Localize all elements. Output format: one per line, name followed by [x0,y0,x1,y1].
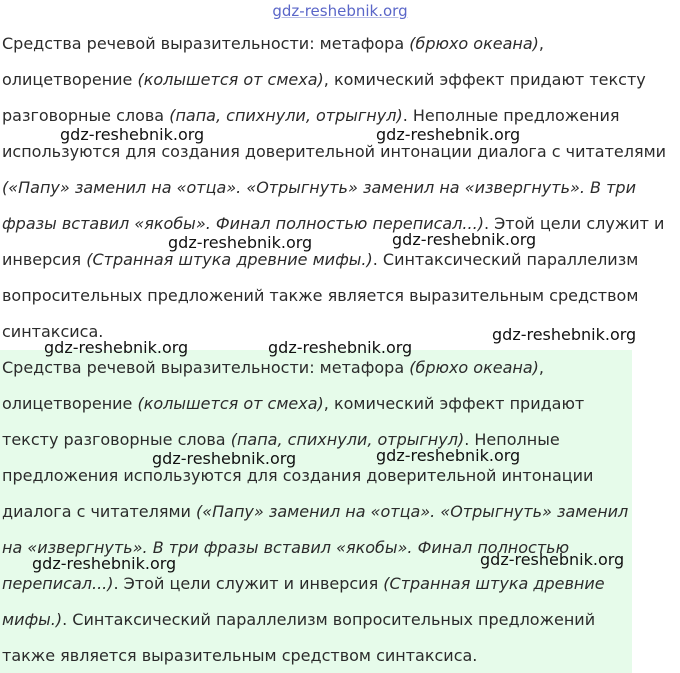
watermark-text: gdz-reshebnik.org [32,554,177,573]
italic-quote: на «извергнуть». В три фразы вставил «якобы». Финал полностью [2,538,570,557]
text-segment: диалога с читателями [2,502,197,521]
italic-quote: (колышется от смеха) [137,394,324,413]
text-segment: разговорные слова [2,106,170,125]
text-line [2,250,638,270]
text-segment: . Этой цели служит и инверсия [113,574,384,593]
text-segment: Средства речевой выразительности: метафора [2,358,410,377]
watermark-text: gdz-reshebnik.org [376,446,521,465]
text-segment: вопросительных предложений также является выразительным средством [2,286,639,305]
watermark-text: gdz-reshebnik.org [480,550,625,569]
watermark-text: gdz-reshebnik.org [268,338,413,357]
text-line [2,610,595,630]
watermark-text: gdz-reshebnik.org [376,125,521,144]
watermark-text: gdz-reshebnik.org [492,325,637,344]
text-segment: также является выразительным средством синтаксиса. [2,646,478,665]
text-segment: Средства речевой выразительности: метафора [2,34,410,53]
text-line [2,70,646,90]
italic-quote: («Папу» заменил на «отца». «Отрыгнуть» заменил на «извергнуть». В три [2,178,636,197]
site-header[interactable]: gdz-reshebnik.org [272,2,408,20]
answer-text-block-highlighted [0,350,632,673]
text-segment: олицетворение [2,70,138,89]
text-segment: олицетворение [2,394,138,413]
text-segment: , [538,358,544,377]
watermark-text: gdz-reshebnik.org [392,230,537,249]
text-segment: . Этой цели служит и [483,214,665,233]
text-line [2,286,638,306]
text-segment: инверсия [2,250,87,269]
italic-quote: мифы.) [2,610,63,629]
watermark-text: gdz-reshebnik.org [152,449,297,468]
text-line [2,358,544,378]
text-segment: , комический эффект придают тексту [323,70,646,89]
italic-quote: (папа, спихнули, отрыгнул) [169,106,403,125]
text-line [2,106,620,126]
text-line [2,502,628,522]
text-segment: , [538,34,544,53]
watermark-text: gdz-reshebnik.org [44,338,189,357]
text-line [2,394,584,414]
text-segment: предложения используются для создания доверительной интонации [2,466,594,485]
text-segment: синтаксиса. [2,322,104,341]
text-segment: . Неполные [464,430,560,449]
text-line [2,214,664,234]
italic-quote: переписал...) [2,574,114,593]
text-line [2,466,593,486]
italic-quote: (колышется от смеха) [137,70,324,89]
text-segment: . Неполные предложения [402,106,620,125]
text-segment: тексту разговорные слова [2,430,231,449]
text-line [2,142,666,162]
watermark-text: gdz-reshebnik.org [60,125,205,144]
text-line [2,34,544,54]
watermark-text: gdz-reshebnik.org [168,233,313,252]
italic-quote: (брюхо океана) [409,34,539,53]
text-segment: используются для создания доверительной интонации диалога с читателями [2,142,667,161]
italic-quote: («Папу» заменил на «отца». «Отрыгнуть» заменил [196,502,629,521]
text-segment: . Синтаксический параллелизм [372,250,639,269]
text-segment: . Синтаксический параллелизм вопросительных предложений [62,610,596,629]
text-line [2,178,636,198]
italic-quote: фразы вставил «якобы». Финал полностью переписал...) [2,214,484,233]
text-line [2,574,605,594]
italic-quote: (Странная штука древние [383,574,605,593]
text-segment: , комический эффект придают [323,394,585,413]
italic-quote: (брюхо океана) [409,358,539,377]
italic-quote: (Странная штука древние мифы.) [86,250,373,269]
italic-quote: (папа, спихнули, отрыгнул) [230,430,465,449]
text-line [2,646,477,666]
